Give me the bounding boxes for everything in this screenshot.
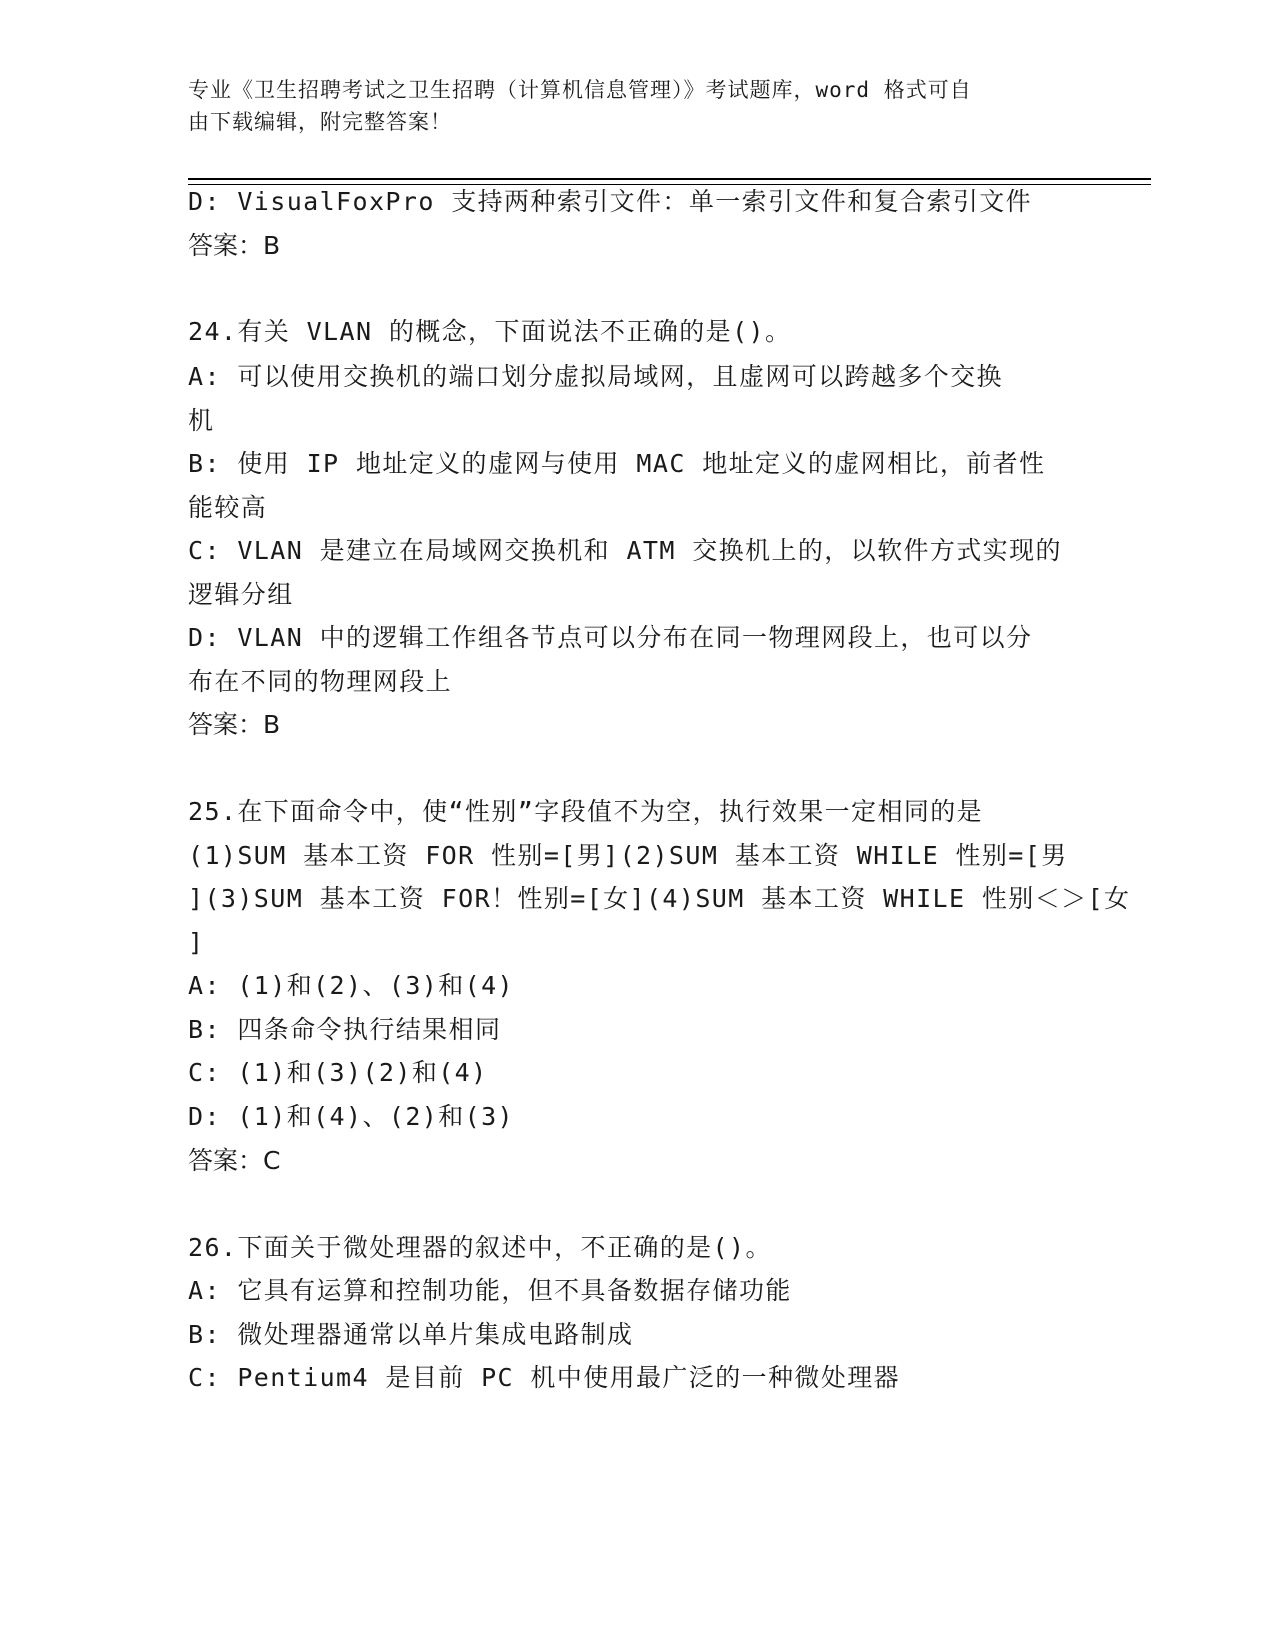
q24-stem: 24.有关 VLAN 的概念，下面说法不正确的是()。 bbox=[188, 317, 792, 346]
q25-answer: 答案：C bbox=[188, 1146, 281, 1175]
q25-option-a: A: (1)和(2)、(3)和(4) bbox=[188, 971, 514, 1000]
q25-option-d: D: (1)和(4)、(2)和(3) bbox=[188, 1102, 514, 1131]
q25-stem-line3: ](3)SUM 基本工资 FOR！性别=[女](4)SUM 基本工资 WHILE 性别＜＞[女 bbox=[188, 884, 1131, 913]
q26-option-c: C: Pentium4 是目前 PC 机中使用最广泛的一种微处理器 bbox=[188, 1363, 901, 1392]
header-line-2: 由下载编辑，附完整答案！ bbox=[188, 110, 452, 134]
q25-option-c: C: (1)和(3)(2)和(4) bbox=[188, 1058, 488, 1087]
document-header bbox=[188, 74, 1088, 138]
q23-option-d: D: VisualFoxPro 支持两种索引文件：单一索引文件和复合索引文件 bbox=[188, 187, 1033, 216]
q26-option-b: B: 微处理器通常以单片集成电路制成 bbox=[188, 1320, 634, 1349]
q24-option-b-line1: B: 使用 IP 地址定义的虚网与使用 MAC 地址定义的虚网相比，前者性 bbox=[188, 449, 1046, 478]
q24-option-d-line2: 布在不同的物理网段上 bbox=[188, 667, 453, 696]
q24-option-b-line2: 能较高 bbox=[188, 493, 268, 522]
q25-option-b: B: 四条命令执行结果相同 bbox=[188, 1015, 502, 1044]
header-divider-thick bbox=[188, 178, 1151, 180]
q25-stem-line1: 25.在下面命令中，使“性别”字段值不为空，执行效果一定相同的是 bbox=[188, 797, 984, 826]
q24-option-a-line1: A: 可以使用交换机的端口划分虚拟局域网，且虚网可以跨越多个交换 bbox=[188, 362, 1003, 391]
q24-option-d-line1: D: VLAN 中的逻辑工作组各节点可以分布在同一物理网段上，也可以分 bbox=[188, 623, 1033, 652]
header-line-1: 专业《卫生招聘考试之卫生招聘（计算机信息管理）》考试题库，word 格式可自 bbox=[188, 78, 972, 102]
q26-stem: 26.下面关于微处理器的叙述中，不正确的是()。 bbox=[188, 1233, 772, 1262]
q25-stem-line4: ] bbox=[188, 928, 205, 957]
q24-option-c-line1: C: VLAN 是建立在局域网交换机和 ATM 交换机上的，以软件方式实现的 bbox=[188, 536, 1062, 565]
q24-answer: 答案：B bbox=[188, 710, 281, 739]
q24-option-a-line2: 机 bbox=[188, 406, 215, 435]
q26-option-a: A: 它具有运算和控制功能，但不具备数据存储功能 bbox=[188, 1276, 792, 1305]
q23-answer: 答案：B bbox=[188, 231, 281, 260]
q24-option-c-line2: 逻辑分组 bbox=[188, 580, 294, 609]
q25-stem-line2: (1)SUM 基本工资 FOR 性别=[男](2)SUM 基本工资 WHILE 性别=[男 bbox=[188, 841, 1068, 870]
header-divider-thin bbox=[188, 184, 1151, 185]
